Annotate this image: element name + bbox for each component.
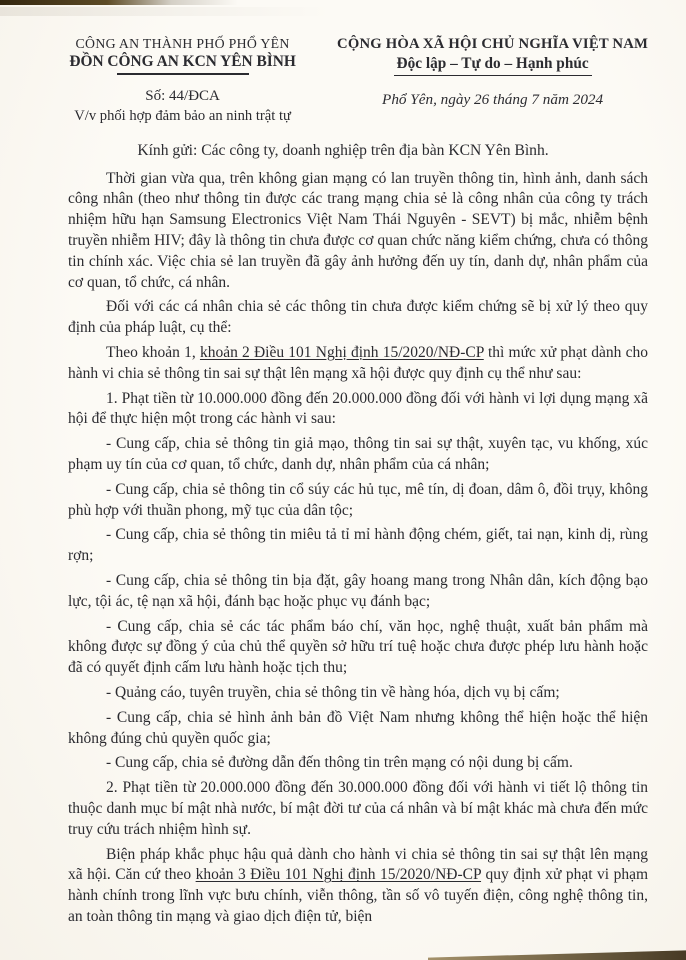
paragraph-segment: Biện pháp khắc phục hậu quả dành cho hành vi chia sẻ thông tin sai sự thật lên mạng xã hội. Căn cứ theo (68, 845, 648, 884)
national-title: CỘNG HÒA XÃ HỘI CHỦ NGHĨA VIỆT NAM (337, 36, 649, 52)
paragraph (68, 480, 648, 522)
paragraph-segment: - Quảng cáo, tuyên truyền, chia sẻ thông tin về hàng hóa, dịch vụ bị cấm; (106, 683, 560, 701)
paragraph (68, 708, 648, 750)
paragraph (68, 169, 648, 294)
scan-artifact-smudge (0, 7, 330, 16)
paragraph-segment: - Cung cấp, chia sẻ thông tin giả mạo, thông tin sai sự thật, xuyên tạc, vu khống, xúc phạm uy tín của cơ quan, tổ chức, danh dự, nhân phẩm của cá nhân; (68, 435, 648, 473)
paragraph (68, 389, 648, 431)
place-and-date: Phổ Yên, ngày 26 tháng 7 năm 2024 (382, 91, 604, 108)
salutation-line: Kính gửi: Các công ty, doanh nghiệp trên địa bàn KCN Yên Bình. (137, 141, 549, 159)
agency-name: ĐỒN CÔNG AN KCN YÊN BÌNH (69, 53, 296, 70)
national-header-block (325, 36, 660, 125)
paragraph-segment: Theo khoản 1, (106, 343, 200, 361)
paragraph-segment: thì mức xử phạt dành cho hành vi chia sẻ thông tin sai sự thật lên mạng xã hội được quy định cụ thể như sau: (68, 343, 648, 382)
paragraph-segment: Thời gian vừa qua, trên không gian mạng có lan truyền thông tin, hình ảnh, danh sách công nhân (theo như thông tin được các trang mạng chia sẻ là công nhân của công ty trách nhiệm hữu hạn Samsung Electronics Việt Nam Thái Nguyên - SEVT) bị mắc, nhiễm bệnh truyền nhiễm HIV; đây là thông tin chưa được cơ quan chức năng kiểm chứng, chưa có thông tin chính xác. Việc chia sẻ lan truyền đã gây ảnh hưởng đến uy tín, danh dự, nhân phẩm của cơ quan, tổ chức, cá nhân. (68, 169, 648, 291)
document-body (68, 169, 648, 928)
paragraph-segment: - Cung cấp, chia sẻ hình ảnh bản đồ Việt Nam nhưng không thể hiện hoặc thể hiện không đúng chủ quyền quốc gia; (68, 708, 648, 747)
agency-name-underline (117, 73, 249, 75)
paragraph-segment: 1. Phạt tiền từ 10.000.000 đồng đến 20.000.000 đồng đối với hành vi lợi dụng mạng xã hội để thực hiện một trong các hành vi sau: (68, 389, 648, 428)
paragraph (68, 525, 648, 567)
paragraph-segment: khoản 3 Điều 101 Nghị định 15/2020/NĐ-CP (195, 866, 482, 884)
national-motto-text: Độc lập – Tự do – Hạnh phúc (394, 55, 592, 76)
paragraph (68, 753, 648, 774)
paragraph-segment: - Cung cấp, chia sẻ đường dẫn đến thông tin trên mạng có nội dung bị cấm. (106, 754, 573, 772)
paragraph-segment: Đối với các cá nhân chia sẻ các thông tin chưa được kiểm chứng sẽ bị xử lý theo quy định của pháp luật, cụ thể: (68, 298, 648, 337)
scan-artifact-bottom-edge (428, 949, 686, 960)
paragraph-segment: - Cung cấp, chia sẻ thông tin miêu tả tỉ mỉ hành động chém, giết, tai nạn, kinh dị, rùng rợn; (68, 526, 648, 565)
national-motto (325, 55, 660, 76)
document-number: Số: 44/ĐCA (145, 87, 220, 104)
document-header (0, 0, 686, 125)
parent-agency-name: CÔNG AN THÀNH PHỐ PHỔ YÊN (75, 36, 290, 51)
document-subject: V/v phối hợp đảm bảo an ninh trật tự (74, 107, 291, 124)
paragraph-segment: khoản 2 Điều 101 Nghị định 15/2020/NĐ-CP (199, 343, 484, 361)
paragraph-segment: - Cung cấp, chia sẻ thông tin cổ súy các hủ tục, mê tín, dị đoan, dâm ô, đồi trụy, không phù hợp với thuần phong, mỹ tục của dân tộc; (68, 480, 648, 519)
paragraph (68, 845, 648, 928)
paragraph (68, 778, 648, 840)
paragraph (68, 683, 648, 704)
paragraph (68, 297, 648, 339)
scan-artifact-top-edge (0, 0, 238, 5)
paragraph-segment: quy định xử phạt vi phạm hành chính trong lĩnh vực bưu chính, viễn thông, tần số vô tuyến điện, công nghệ thông tin, an toàn thông tin mạng và giao dịch điện tử, biện (68, 866, 649, 925)
paragraph (68, 571, 648, 613)
paragraph-segment: - Cung cấp, chia sẻ các tác phẩm báo chí, văn học, nghệ thuật, xuất bản phẩm mà không được sự đồng ý của chủ thể quyền sở hữu trí tuệ hoặc chưa được phép lưu hành hoặc đã có quyết định cấm lưu hành hoặc tịch thu; (68, 617, 648, 677)
paragraph (68, 434, 648, 476)
paragraph-segment: - Cung cấp, chia sẻ thông tin bịa đặt, gây hoang mang trong Nhân dân, kích động bạo lực, tội ác, tệ nạn xã hội, đánh bạc hoặc phục vụ đánh bạc; (68, 571, 648, 610)
issuing-agency-block (40, 36, 325, 125)
paragraph (68, 343, 648, 385)
paragraph-segment: 2. Phạt tiền từ 20.000.000 đồng đến 30.000.000 đồng đối với hành vi tiết lộ thông tin thuộc danh mục bí mật nhà nước, bí mật đời tư của cá nhân và bí mật khác mà chưa đến mức truy cứu trách nhiệm hình sự. (68, 779, 648, 838)
paragraph (68, 617, 648, 679)
